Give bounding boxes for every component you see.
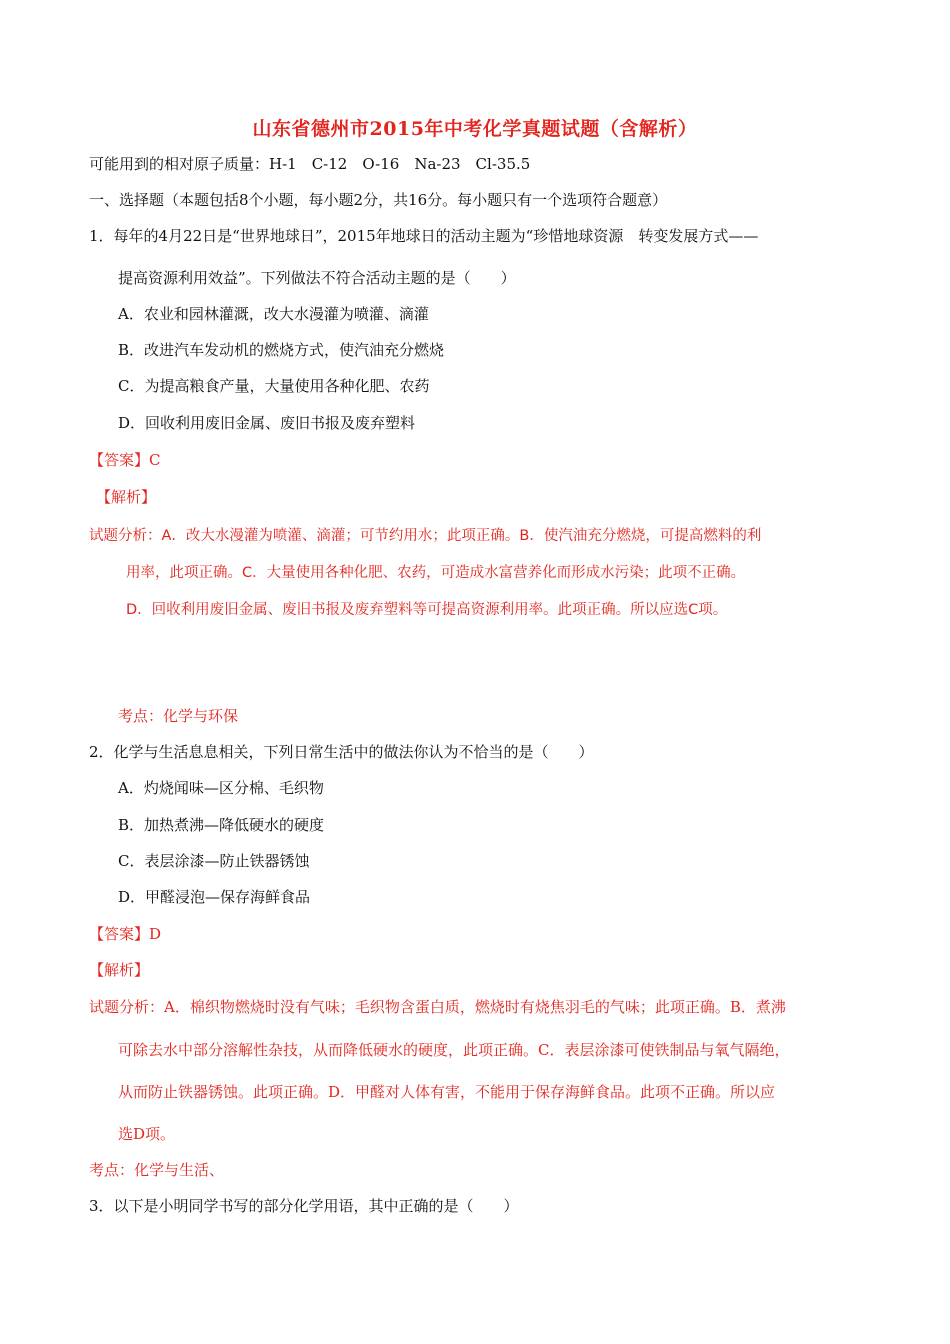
q2-stem: 2．化学与生活息息相关，下列日常生活中的做法你认为不恰当的是（ ） (89, 743, 594, 761)
q1-option-b: B．改进汽车发动机的燃烧方式，使汽油充分燃烧 (118, 341, 445, 359)
q2-option-b: B．加热煮沸—降低硬水的硬度 (118, 816, 325, 834)
q1-analysis-label: 【解析】 (96, 488, 157, 506)
q2-analysis-line1: 试题分析：A．棉织物燃烧时没有气味；毛织物含蛋白质，燃烧时有烧焦羽毛的气味；此项正确。B．煮沸 (89, 998, 786, 1016)
q2-answer: 【答案】D (89, 925, 162, 943)
q1-topic: 考点：化学与环保 (118, 707, 239, 725)
q2-analysis-line4: 选D项。 (118, 1125, 176, 1143)
q1-analysis-line1: 试题分析：A．改大水漫灌为喷灌、滴灌；可节约用水；此项正确。B．使汽油充分燃烧，可提高燃料的利 (89, 528, 762, 544)
section-heading: 一、选择题（本题包括8个小题，每小题2分，共16分。每小题只有一个选项符合题意） (89, 191, 668, 209)
q1-stem-line1: 1．每年的4月22日是“世界地球日”，2015年地球日的活动主题为“珍惜地球资源 转变发展方式—— (89, 227, 759, 245)
q2-analysis-line2: 可除去水中部分溶解性杂技，从而降低硬水的硬度，此项正确。C．表层涂漆可使铁制品与氧气隔绝， (118, 1041, 790, 1059)
q2-analysis-label: 【解析】 (89, 961, 150, 979)
q1-option-d: D．回收利用废旧金属、废旧书报及废弃塑料 (118, 414, 416, 432)
q3-stem: 3．以下是小明同学书写的部分化学用语，其中正确的是（ ） (89, 1197, 519, 1215)
q1-analysis-line2: 用率，此项正确。C．大量使用各种化肥、农药，可造成水富营养化而形成水污染；此项不正确。 (126, 565, 746, 581)
q1-answer: 【答案】C (89, 451, 161, 469)
q1-analysis-line3: D．回收利用废旧金属、废旧书报及废弃塑料等可提高资源利用率。此项正确。所以应选C项。 (126, 602, 728, 618)
q2-option-a: A．灼烧闻味—区分棉、毛织物 (118, 779, 324, 797)
q1-option-c: C．为提高粮食产量，大量使用各种化肥、农药 (118, 377, 430, 395)
q2-option-d: D．甲醛浸泡—保存海鲜食品 (118, 888, 311, 906)
q1-option-a: A．农业和园林灌溉，改大水漫灌为喷灌、滴灌 (118, 305, 429, 323)
q2-analysis-line3: 从而防止铁器锈蚀。此项正确。D．甲醛对人体有害，不能用于保存海鲜食品。此项不正确。所以应 (118, 1083, 776, 1101)
page-title: 山东省德州市2015年中考化学真题试题（含解析） (252, 118, 698, 140)
q1-stem-line2: 提高资源利用效益”。下列做法不符合活动主题的是（ ） (118, 269, 516, 287)
q2-option-c: C．表层涂漆—防止铁器锈蚀 (118, 852, 310, 870)
q2-topic: 考点：化学与生活、 (89, 1161, 225, 1179)
atomic-masses: 可能用到的相对原子质量：H-1 C-12 O-16 Na-23 Cl-35.5 (89, 155, 531, 173)
